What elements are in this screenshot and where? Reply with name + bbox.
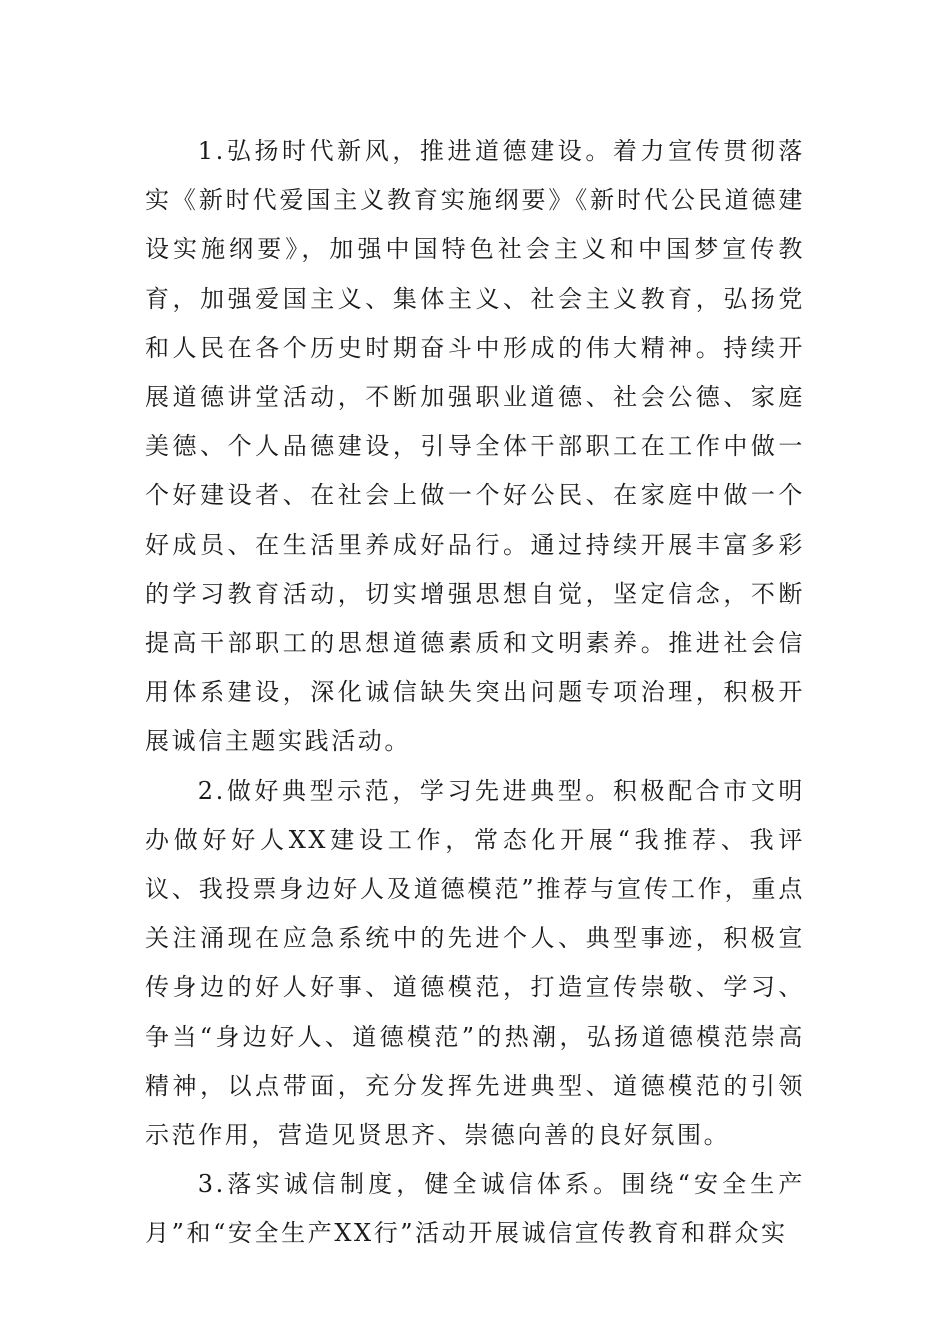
paragraph-2: 2.做好典型示范，学习先进典型。积极配合市文明办做好好人XX建设工作，常态化开展“我推荐、我评议、我投票身边好人及道德模范”推荐与宣传工作，重点关注涌现在应急系统中的先进个人、典型事迹，积极宣传身边的好人好事、道德模范，打造宣传崇敬、学习、争当“身边好人、道德模范”的热潮，弘扬道德模范崇高精神，以点带面，充分发挥先进典型、道德模范的引领示范作用，营造见贤思齐、崇德向善的良好氛围。 xyxy=(145,776,805,1150)
paragraph-3: 3.落实诚信制度，健全诚信体系。围绕“安全生产月”和“安全生产XX行”活动开展诚信宣传教育和群众实 xyxy=(145,1170,805,1248)
paragraph-1: 1.弘扬时代新风，推进道德建设。着力宣传贯彻落实《新时代爱国主义教育实施纲要》《新时代公民道德建设实施纲要》，加强中国特色社会主义和中国梦宣传教育，加强爱国主义、集体主义、社会主义教育，弘扬党和人民在各个历史时期奋斗中形成的伟大精神。持续开展道德讲堂活动，不断加强职业道德、社会公德、家庭美德、个人品德建设，引导全体干部职工在工作中做一个好建设者、在社会上做一个好公民、在家庭中做一个好成员、在生活里养成好品行。通过持续开展丰富多彩的学习教育活动，切实增强思想自觉，坚定信念，不断提高干部职工的思想道德素质和文明素养。推进社会信用体系建设，深化诚信缺失突出问题专项治理，积极开展诚信主题实践活动。 xyxy=(145,137,805,756)
document-body xyxy=(145,127,805,1259)
